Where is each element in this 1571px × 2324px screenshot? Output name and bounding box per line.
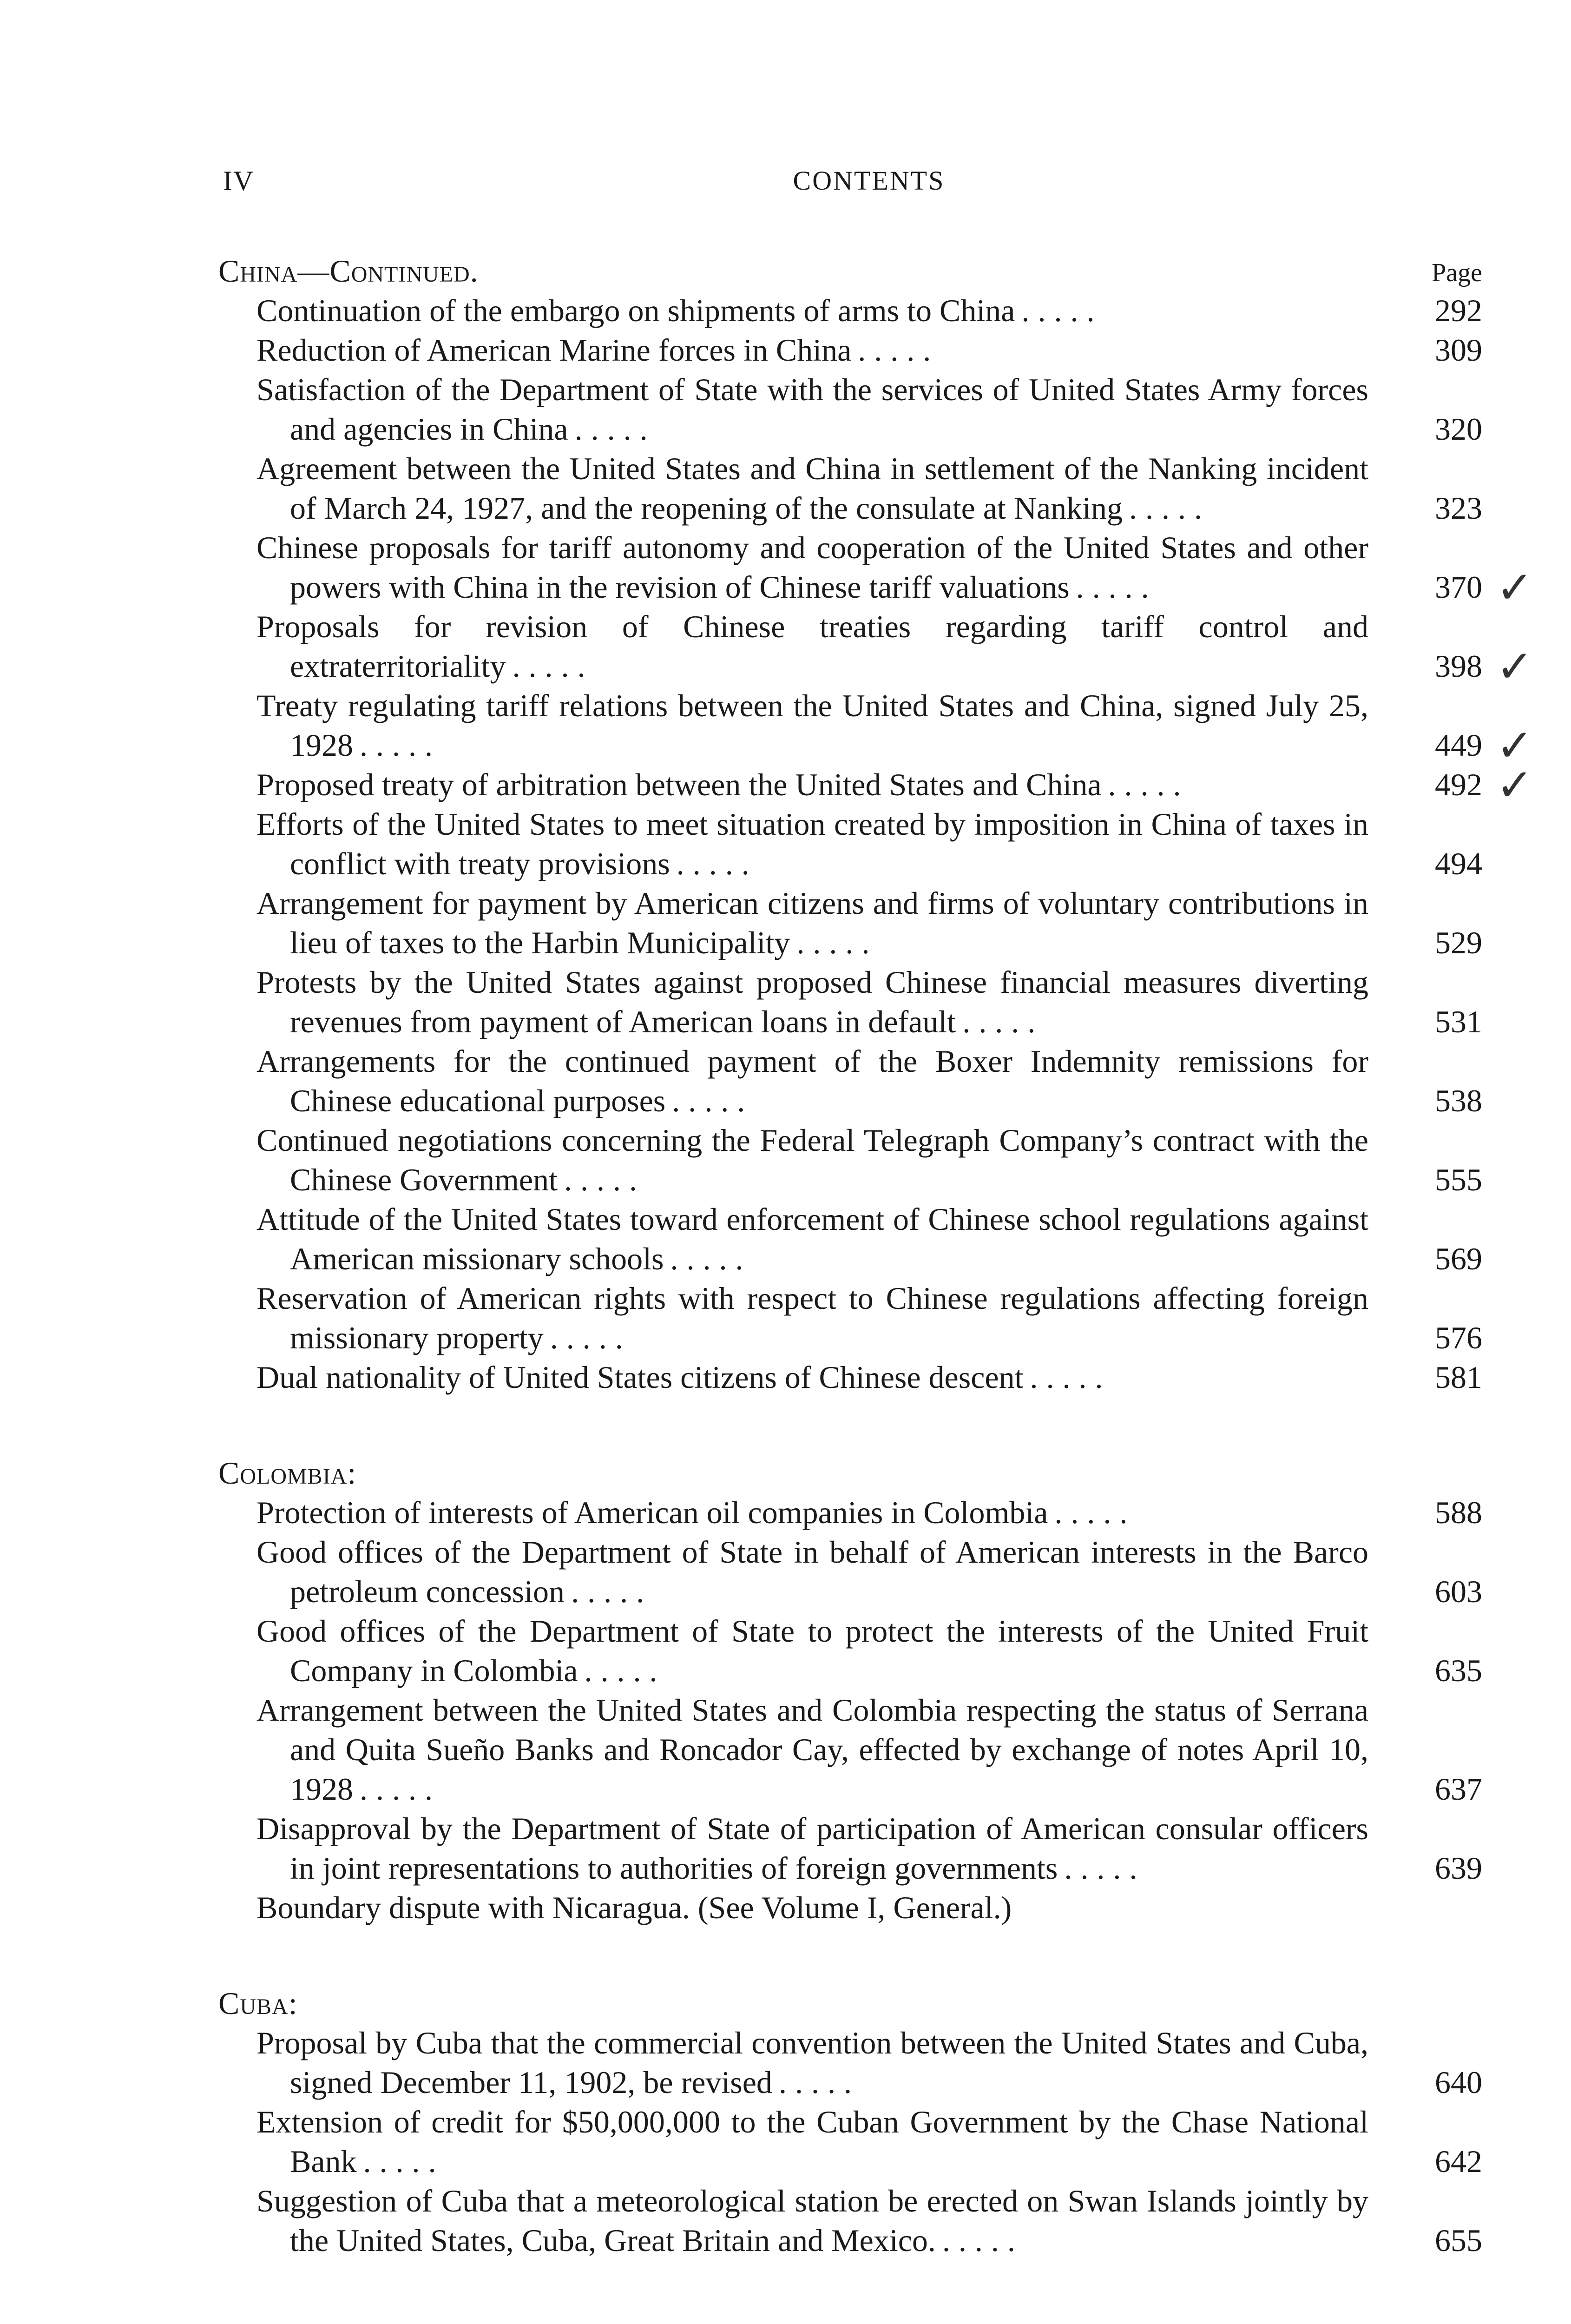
dot-leader: ..... xyxy=(360,727,441,763)
toc-entry xyxy=(256,2102,1482,2181)
toc-entry xyxy=(256,1532,1482,1611)
dot-leader: ..... xyxy=(1064,1850,1146,1886)
entry-title: Arrangement between the United States and Colombia respecting the status of Serrana and Quita Sueño Banks and Roncador Cay, effected by exchange of notes April 10, 1928 ..... xyxy=(256,1692,1368,1807)
entry-title: Extension of credit for $50,000,000 to the Cuban Government by the Chase National Bank ..... xyxy=(256,2104,1368,2179)
entry-page-number: 581 xyxy=(1435,1360,1482,1395)
toc-entry xyxy=(256,686,1533,772)
handwritten-check-icon: ✓ xyxy=(1496,561,1533,614)
section-title: China—Continued. xyxy=(218,253,479,289)
entry-title: Proposal by Cuba that the commercial convention between the United States and Cuba, signed December 11, 1902, be revised ..... xyxy=(256,2025,1368,2100)
toc-section xyxy=(218,1983,1482,2260)
entry-title: Proposals for revision of Chinese treaties regarding tariff control and extraterritoriality ..... xyxy=(256,609,1368,684)
dot-leader: ..... xyxy=(512,648,594,684)
entry-title: Arrangements for the continued payment of the Boxer Indemnity remissions for Chinese educational purposes ..... xyxy=(256,1043,1368,1118)
dot-leader: ..... xyxy=(1030,1360,1111,1395)
entry-page-number: 555 xyxy=(1435,1162,1482,1197)
entry-title: Dual nationality of United States citizens of Chinese descent ..... xyxy=(256,1360,1111,1395)
entry-page-number: 320 xyxy=(1435,411,1482,447)
toc-entry xyxy=(256,805,1482,884)
toc-entry xyxy=(256,1809,1482,1888)
toc-entry xyxy=(256,759,1533,811)
entry-title: Protection of interests of American oil companies in Colombia ..... xyxy=(256,1495,1136,1530)
toc-entry xyxy=(256,1493,1482,1532)
toc-entry xyxy=(256,607,1533,693)
entry-title: Agreement between the United States and China in settlement of the Nanking incident of March 24, 1927, and the reopening of the consulate at Nanking ..... xyxy=(256,451,1368,526)
entry-page-number: 603 xyxy=(1435,1574,1482,1609)
entry-page-number: 635 xyxy=(1435,1653,1482,1688)
dot-leader: ..... xyxy=(962,1004,1044,1039)
toc-entry xyxy=(256,330,1482,370)
dot-leader: ..... xyxy=(796,925,878,960)
entry-page-number: 449 xyxy=(1435,727,1482,763)
section-title: Cuba: xyxy=(218,1986,298,2021)
entry-page-number: 292 xyxy=(1435,293,1482,328)
entry-page-number: 637 xyxy=(1435,1771,1482,1807)
toc-entry xyxy=(256,528,1533,614)
toc-entry xyxy=(256,1121,1482,1200)
entry-page-number: 531 xyxy=(1435,1004,1482,1039)
entry-title: Proposed treaty of arbitration between the United States and China ..... xyxy=(256,767,1190,802)
toc-entry xyxy=(256,1200,1482,1279)
toc-entry xyxy=(256,884,1482,963)
dot-leader: ..... xyxy=(574,411,656,447)
dot-leader: ..... xyxy=(564,1162,645,1197)
entry-page-number: 639 xyxy=(1435,1850,1482,1886)
entry-title: Disapproval by the Department of State of participation of American consular officers in joint representations to authorities of foreign governments ..... xyxy=(256,1811,1368,1886)
section-heading xyxy=(218,1983,1482,2023)
entry-page-number: 323 xyxy=(1435,490,1482,526)
entry-title: Efforts of the United States to meet situation created by imposition in China of taxes in conflict with treaty provisions ..... xyxy=(256,806,1368,881)
handwritten-check-icon: ✓ xyxy=(1496,759,1533,811)
entry-title: Continued negotiations concerning the Federal Telegraph Company’s contract with the Chinese Government ..... xyxy=(256,1122,1368,1197)
toc-entry xyxy=(256,1888,1482,1928)
entry-page-number: 655 xyxy=(1435,2223,1482,2258)
entry-title: Arrangement for payment by American citizens and firms of voluntary contributions in lieu of taxes to the Harbin Municipality ..... xyxy=(256,885,1368,960)
dot-leader: ..... xyxy=(363,2144,445,2179)
section-heading xyxy=(218,251,1482,291)
toc-entry xyxy=(256,1358,1482,1397)
section-heading xyxy=(218,1453,1482,1493)
entry-page-number: 529 xyxy=(1435,925,1482,960)
entry-title: Good offices of the Department of State in behalf of American interests in the Barco petroleum concession ..... xyxy=(256,1534,1368,1609)
dot-leader: ..... xyxy=(584,1653,666,1688)
entry-title: Boundary dispute with Nicaragua. (See Volume I, General.) xyxy=(256,1890,1012,1925)
toc-entry xyxy=(256,291,1482,330)
dot-leader: ..... xyxy=(1108,767,1190,802)
entry-title: Continuation of the embargo on shipments of arms to China ..... xyxy=(256,293,1103,328)
handwritten-check-icon: ✓ xyxy=(1496,720,1533,772)
dot-leader: ..... xyxy=(550,1320,631,1355)
dot-leader: ..... xyxy=(1054,1495,1136,1530)
toc-entry xyxy=(256,370,1482,449)
dot-leader: ..... xyxy=(1021,293,1103,328)
dot-leader: ..... xyxy=(942,2223,1024,2258)
entry-page-number: 492 xyxy=(1435,767,1482,802)
dot-leader: ..... xyxy=(670,1241,752,1276)
dot-leader: ..... xyxy=(676,846,758,881)
page-column-label: Page xyxy=(1432,258,1482,287)
dot-leader: ..... xyxy=(778,2065,860,2100)
page-header xyxy=(223,165,1478,207)
toc-entry xyxy=(256,963,1482,1042)
handwritten-check-icon: ✓ xyxy=(1496,640,1533,693)
entry-page-number: 398 xyxy=(1435,648,1482,684)
entry-title: Attitude of the United States toward enforcement of Chinese school regulations against American missionary schools ..... xyxy=(256,1202,1368,1276)
entry-page-number: 588 xyxy=(1435,1495,1482,1530)
entry-title: Treaty regulating tariff relations between the United States and China, signed July 25, 1928 ..... xyxy=(256,688,1368,763)
entry-title: Chinese proposals for tariff autonomy and cooperation of the United States and other powers with China in the revision of Chinese tariff valuations ..... xyxy=(256,530,1368,605)
toc-entry xyxy=(256,1690,1482,1809)
dot-leader: ..... xyxy=(1129,490,1211,526)
dot-leader: ..... xyxy=(571,1574,653,1609)
entry-page-number: 494 xyxy=(1435,846,1482,881)
dot-leader: ..... xyxy=(360,1771,441,1807)
entry-page-number: 538 xyxy=(1435,1083,1482,1118)
dot-leader: ..... xyxy=(672,1083,754,1118)
entry-title: Protests by the United States against proposed Chinese financial measures diverting revenues from payment of American loans in default ..... xyxy=(256,964,1368,1039)
entry-title: Good offices of the Department of State to protect the interests of the United Fruit Company in Colombia ..... xyxy=(256,1613,1368,1688)
dot-leader: ..... xyxy=(1076,569,1157,605)
entry-title: Satisfaction of the Department of State with the services of United States Army forces and agencies in China ..... xyxy=(256,372,1368,447)
entry-page-number: 569 xyxy=(1435,1241,1482,1276)
entry-title: Suggestion of Cuba that a meteorological station be erected on Swan Islands jointly by the United States, Cuba, Great Britain and Mexico. ..... xyxy=(256,2183,1368,2258)
entry-page-number: 640 xyxy=(1435,2065,1482,2100)
toc-entry xyxy=(256,449,1482,528)
toc-entry xyxy=(256,2181,1482,2260)
toc-entry xyxy=(256,1279,1482,1358)
table-of-contents xyxy=(218,251,1533,2316)
entry-title: Reduction of American Marine forces in China ..... xyxy=(256,332,940,368)
toc-entry xyxy=(256,2023,1482,2102)
entry-page-number: 642 xyxy=(1435,2144,1482,2179)
entry-title: Reservation of American rights with respect to Chinese regulations affecting foreign missionary property ..... xyxy=(256,1281,1368,1355)
entry-page-number: 370 xyxy=(1435,569,1482,605)
entry-page-number: 309 xyxy=(1435,332,1482,368)
toc-entry xyxy=(256,1611,1482,1690)
page-number: IV xyxy=(223,165,255,196)
running-title: CONTENTS xyxy=(793,165,945,196)
toc-section xyxy=(218,251,1533,1397)
section-title: Colombia: xyxy=(218,1455,357,1491)
toc-section xyxy=(218,1453,1482,1928)
dot-leader: ..... xyxy=(858,332,940,368)
entry-page-number: 576 xyxy=(1435,1320,1482,1355)
toc-entry xyxy=(256,1042,1482,1121)
